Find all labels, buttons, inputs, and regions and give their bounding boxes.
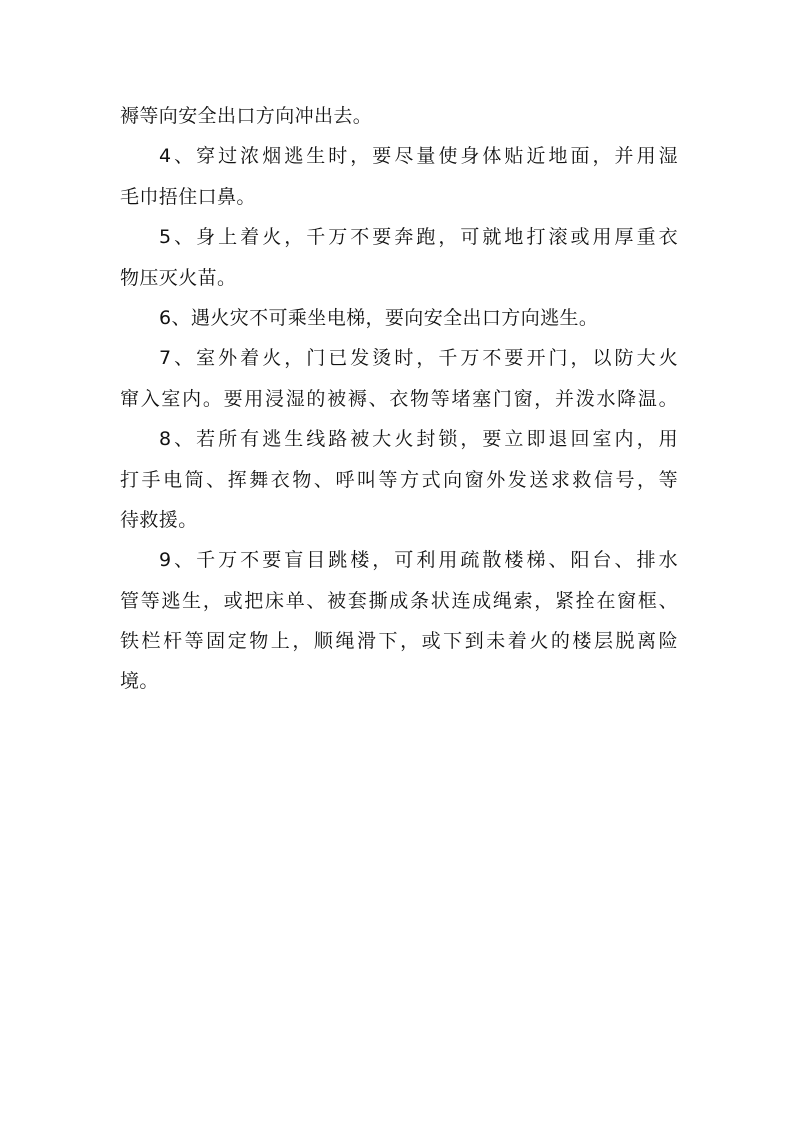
text-line: 6、遇火灾不可乘坐电梯，要向安全出口方向逃生。 [159,306,599,329]
text-line: 铁栏杆等固定物上，顺绳滑下，或下到未着火的楼层脱离险 [120,630,678,653]
text-line: 褥等向安全出口方向冲出去。 [120,105,373,127]
text-line: 待救援。 [120,508,198,531]
text-line: 7、室外着火，门已发烫时，千万不要开门，以防大火 [159,347,678,370]
text-line: 境。 [120,670,159,693]
text-line: 4、穿过浓烟逃生时，要尽量使身体贴近地面，并用湿 [159,145,678,168]
text-line: 窜入室内。要用浸湿的被褥、衣物等堵塞门窗，并泼水降温。 [120,387,678,410]
text-line: 管等逃生，或把床单、被套撕成条状连成绳索，紧拴在窗框、 [120,589,678,612]
document-body [120,96,678,702]
text-line: 8、若所有逃生线路被大火封锁，要立即退回室内，用 [159,428,678,451]
text-line: 9、千万不要盲目跳楼，可利用疏散楼梯、阳台、排水 [159,549,678,572]
text-line: 毛巾捂住口鼻。 [120,185,256,208]
text-line: 物压灭火苗。 [120,266,237,289]
text-line: 打手电筒、挥舞衣物、呼叫等方式向窗外发送求救信号，等 [120,468,678,491]
text-line: 5、身上着火，千万不要奔跑，可就地打滚或用厚重衣 [159,226,678,249]
